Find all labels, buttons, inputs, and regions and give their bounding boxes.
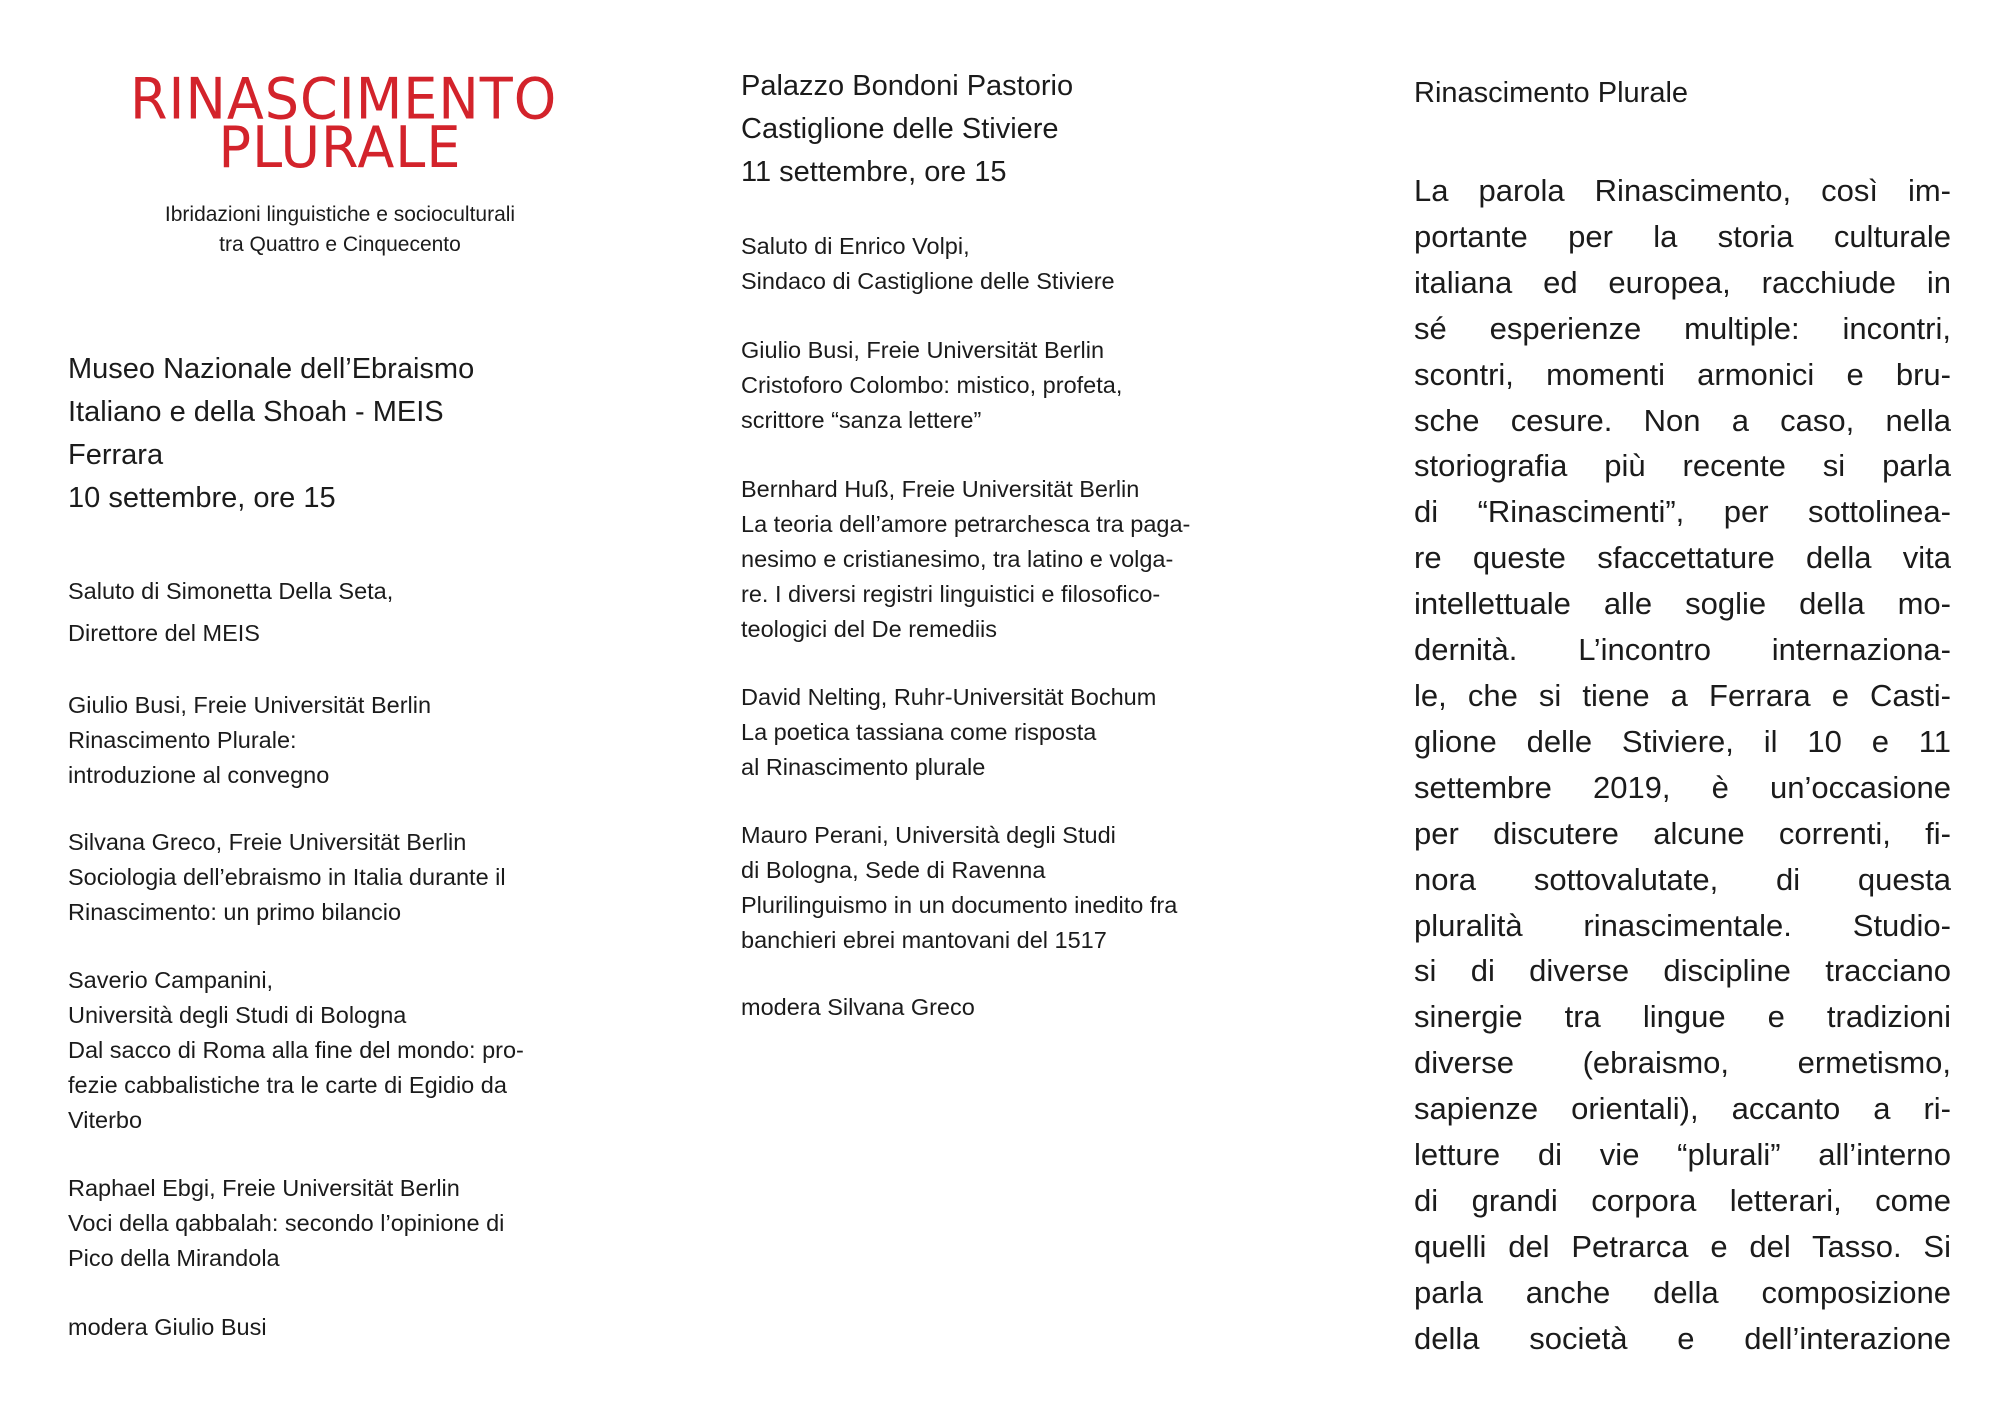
venue-date: 11 settembre, ore 15 (741, 156, 1007, 188)
paragraph-line: dernità. L’incontro internaziona- (1414, 632, 1951, 668)
talk-speaker: Giulio Busi, Freie Universität Berlin (68, 692, 432, 718)
paragraph-line: quelli del Petrarca e del Tasso. Si (1414, 1228, 1951, 1264)
talk-speaker: Università degli Studi di Bologna (68, 1002, 407, 1028)
talk-title: Plurilinguismo in un documento inedito fra (741, 892, 1178, 918)
talk (68, 688, 431, 793)
venue-line: Castiglione delle Stiviere (741, 113, 1059, 145)
talk-speaker: di Bologna, Sede di Ravenna (741, 857, 1046, 883)
greeting-castiglione (741, 229, 1115, 299)
talk-title: banchieri ebrei mantovani del 1517 (741, 927, 1107, 953)
moderator: modera Giulio Busi (68, 1314, 267, 1340)
talk-title: Sociologia dell’ebraismo in Italia durante il (68, 864, 506, 890)
paragraph-line: sche cesure. Non a caso, nella (1414, 402, 1951, 438)
moderator: modera Silvana Greco (741, 994, 975, 1020)
venue-line: Italiano e della Shoah - MEIS (68, 396, 444, 428)
talk-title: al Rinascimento plurale (741, 754, 986, 780)
talk-title: introduzione al convegno (68, 762, 330, 788)
talk-title: teologici del De remediis (741, 616, 998, 642)
logo-line-2: PLURALE (218, 114, 462, 181)
venue-date: 10 settembre, ore 15 (68, 482, 336, 514)
talk-speaker: Bernhard Huß, Freie Universität Berlin (741, 476, 1140, 502)
talk-speaker: Saverio Campanini, (68, 967, 274, 993)
talk-title: scrittore “sanza lettere” (741, 407, 982, 433)
paragraph-line: sé esperienze multiple: incontri, (1414, 310, 1951, 346)
paragraph-line: storiografia più recente si parla (1414, 448, 1951, 484)
talk (741, 680, 1156, 785)
paragraph-line: della società e dell’interazione (1414, 1320, 1951, 1356)
paragraph-line: pluralità rinascimentale. Studio- (1414, 907, 1951, 943)
talk-title: Rinascimento Plurale: (68, 727, 297, 753)
talk (68, 1171, 504, 1276)
paragraph-line: glione delle Stiviere, il 10 e 11 (1414, 723, 1951, 759)
venue-line: Ferrara (68, 439, 164, 471)
talk (741, 818, 1177, 958)
venue-line: Palazzo Bondoni Pastorio (741, 70, 1074, 102)
talk-speaker: Silvana Greco, Freie Universität Berlin (68, 829, 467, 855)
paragraph-line: sinergie tra lingue e tradizioni (1414, 999, 1951, 1035)
talk-title: Rinascimento: un primo bilancio (68, 899, 402, 925)
paragraph-line: sapienze orientali), accanto a ri- (1414, 1091, 1951, 1127)
talk-title: Dal sacco di Roma alla fine del mondo: pro- (68, 1037, 524, 1063)
talk-title: nesimo e cristianesimo, tra latino e volga- (741, 546, 1174, 572)
talk-title: Viterbo (68, 1107, 143, 1133)
paragraph-line: re queste sfaccettature della vita (1414, 540, 1951, 576)
greeting-line: Direttore del MEIS (68, 620, 260, 646)
paragraph-line: La parola Rinascimento, così im- (1414, 173, 1951, 208)
paragraph-line: di “Rinascimenti”, per sottolinea- (1414, 494, 1951, 530)
logo (130, 66, 558, 181)
paragraph-line: parla anche della composizione (1414, 1274, 1951, 1310)
section-title: Rinascimento Plurale (1414, 77, 1689, 109)
paragraph-line: settembre 2019, è un’occasione (1414, 769, 1951, 805)
talk (741, 472, 1190, 647)
subtitle (120, 200, 560, 260)
paragraph-line: scontri, momenti armonici e bru- (1414, 356, 1951, 392)
venue-ferrara (68, 348, 474, 520)
talk-speaker: Raphael Ebgi, Freie Universität Berlin (68, 1175, 460, 1201)
paragraph-line: nora sottovalutate, di questa (1414, 861, 1951, 897)
talk-title: fezie cabbalistiche tra le carte di Egidio da (68, 1072, 507, 1098)
paragraph-line: intellettuale alle soglie della mo- (1414, 586, 1951, 622)
talk-title: Pico della Mirandola (68, 1245, 280, 1271)
talk (68, 825, 506, 930)
paragraph-line: per discutere alcune correnti, fi- (1414, 815, 1951, 851)
talk-speaker: Giulio Busi, Freie Universität Berlin (741, 337, 1105, 363)
logo-line-1: RINASCIMENTO (130, 66, 558, 133)
paragraph-line: le, che si tiene a Ferrara e Casti- (1414, 677, 1951, 713)
paragraph-line: italiana ed europea, racchiude in (1414, 264, 1951, 300)
talk-title: Voci della qabbalah: secondo l’opinione di (68, 1210, 505, 1236)
subtitle-line: Ibridazioni linguistiche e socioculturali (164, 203, 516, 226)
talk (68, 963, 524, 1138)
greeting-line: Sindaco di Castiglione delle Stiviere (741, 268, 1115, 294)
talk (741, 333, 1122, 438)
talk-title: re. I diversi registri linguistici e filosofico- (741, 581, 1161, 607)
paragraph-line: portante per la storia culturale (1414, 218, 1951, 254)
paragraph-line: letture di vie “plurali” all’interno (1414, 1137, 1951, 1173)
greeting-ferrara (68, 570, 393, 654)
talk-title: La teoria dell’amore petrarchesca tra paga- (741, 511, 1191, 537)
intro-paragraph (1414, 168, 1951, 1362)
subtitle-line: tra Quattro e Cinquecento (219, 233, 461, 256)
greeting-line: Saluto di Enrico Volpi, (741, 233, 970, 259)
greeting-line: Saluto di Simonetta Della Seta, (68, 578, 394, 604)
talk-speaker: David Nelting, Ruhr-Universität Bochum (741, 684, 1157, 710)
talk-title: Cristoforo Colombo: mistico, profeta, (741, 372, 1123, 398)
venue-castiglione (741, 65, 1073, 194)
paragraph-line: di grandi corpora letterari, come (1414, 1182, 1951, 1218)
venue-line: Museo Nazionale dell’Ebraismo (68, 353, 475, 385)
paragraph-line: si di diverse discipline tracciano (1414, 953, 1951, 989)
paragraph-line: diverse (ebraismo, ermetismo, (1414, 1045, 1951, 1081)
talk-title: La poetica tassiana come risposta (741, 719, 1097, 745)
talk-speaker: Mauro Perani, Università degli Studi (741, 822, 1116, 848)
